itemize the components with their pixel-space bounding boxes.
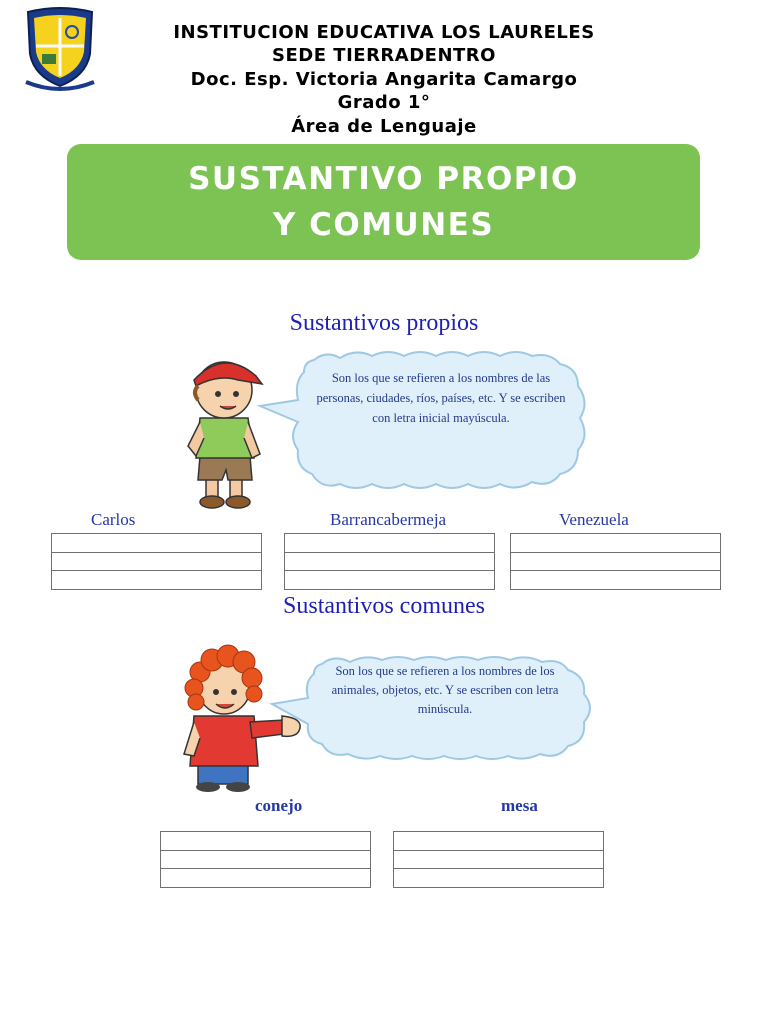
answer-box-carlos[interactable]	[51, 533, 262, 590]
title-banner	[67, 144, 700, 260]
teacher-name: Doc. Esp. Victoria Angarita Camargo	[190, 69, 578, 90]
school-name: INSTITUCION EDUCATIVA LOS LAURELES	[173, 22, 595, 43]
subject-label: Área de Lenguaje	[291, 116, 477, 137]
banner-title: SUSTANTIVO PROPIO Y COMUNES	[188, 161, 579, 243]
grade-label: Grado 1°	[337, 92, 431, 113]
word-barrancabermeja: Barrancabermeja	[330, 510, 447, 529]
answer-box-mesa[interactable]	[393, 831, 604, 888]
word-conejo: conejo	[255, 796, 303, 815]
word-mesa: mesa	[501, 796, 538, 815]
section-title-comunes: Sustantivos comunes	[283, 593, 485, 619]
word-venezuela: Venezuela	[559, 510, 629, 529]
school-branch: SEDE TIERRADENTRO	[272, 45, 496, 66]
answer-box-venezuela[interactable]	[510, 533, 721, 590]
definition-propios: Son los que se refieren a los nombres de las personas, ciudades, ríos, países, etc. Y se escriben con letra inicial mayúscula.	[316, 371, 566, 425]
answer-box-conejo[interactable]	[160, 831, 371, 888]
definition-comunes: Son los que se refieren a los nombres de los animales, objetos, etc. Y se escriben con letra minúscula.	[331, 664, 559, 716]
answer-box-barrancabermeja[interactable]	[284, 533, 495, 590]
section-title-propios: Sustantivos propios	[289, 310, 479, 336]
word-carlos: Carlos	[91, 510, 136, 529]
